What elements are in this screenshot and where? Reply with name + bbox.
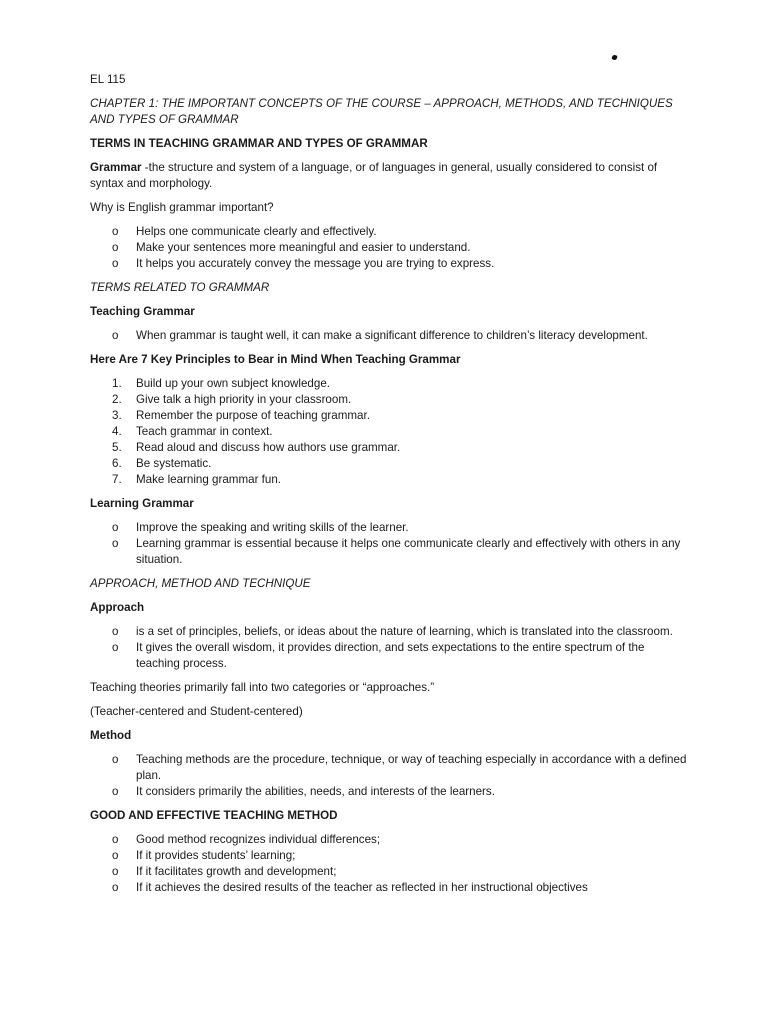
bullet-marker: o (112, 329, 119, 342)
approach-heading: Approach (90, 601, 145, 614)
method-list (90, 752, 690, 800)
bullet-marker: o (112, 641, 119, 654)
bullet-marker: o (112, 833, 119, 846)
list-item (90, 240, 690, 256)
why-question: Why is English grammar important? (90, 201, 274, 214)
theories-text: Teaching theories primarily fall into two categories or “approaches.” (90, 681, 435, 694)
grammar-term: Grammar (90, 161, 142, 174)
list-item (90, 864, 690, 880)
list-item-text: Make learning grammar fun. (136, 473, 281, 486)
bullet-marker: o (112, 881, 119, 894)
list-item-text: It helps you accurately convey the message you are trying to express. (136, 257, 495, 270)
categories-text: (Teacher-centered and Student-centered) (90, 705, 303, 718)
teaching-grammar-heading: Teaching Grammar (90, 305, 195, 318)
list-item-text: Give talk a high priority in your classroom. (136, 393, 352, 406)
list-number: 2. (112, 393, 122, 406)
bullet-marker: o (112, 785, 119, 798)
good-method-heading: GOOD AND EFFECTIVE TEACHING METHOD (90, 809, 338, 822)
list-item (90, 848, 690, 864)
list-item (90, 752, 690, 784)
list-item (90, 640, 690, 672)
list-item (90, 256, 690, 272)
list-item-text: Build up your own subject knowledge. (136, 377, 330, 390)
list-item-text: When grammar is taught well, it can make a significant difference to children’s literacy development. (136, 329, 648, 342)
approach-list (90, 624, 690, 672)
terms-related-heading: TERMS RELATED TO GRAMMAR (90, 281, 270, 294)
list-number: 5. (112, 441, 122, 454)
list-item (90, 520, 690, 536)
ink-speck (611, 54, 617, 60)
bullet-marker: o (112, 865, 119, 878)
list-item (90, 624, 690, 640)
list-item-text: Be systematic. (136, 457, 212, 470)
grammar-definition-text: -the structure and system of a language, or of languages in general, usually considered to consist of syntax and morphology. (90, 161, 658, 190)
list-item-text: Helps one communicate clearly and effectively. (136, 225, 377, 238)
good-method-list (90, 832, 690, 896)
chapter-title: CHAPTER 1: THE IMPORTANT CONCEPTS OF THE COURSE – APPROACH, METHODS, AND TECHNIQUES AND TYPES OF GRAMMAR (90, 97, 673, 126)
list-item-text: Learning grammar is essential because it helps one communicate clearly and effectively with others in any situation. (136, 537, 681, 566)
list-number: 3. (112, 409, 122, 422)
list-item-text: Teach grammar in context. (136, 425, 273, 438)
bullet-marker: o (112, 753, 119, 766)
bullet-marker: o (112, 625, 119, 638)
bullet-marker: o (112, 849, 119, 862)
list-item-text: Remember the purpose of teaching grammar. (136, 409, 370, 422)
list-item-text: Teaching methods are the procedure, technique, or way of teaching especially in accordance with a defined plan. (136, 753, 687, 782)
section-heading-terms: TERMS IN TEACHING GRAMMAR AND TYPES OF GRAMMAR (90, 137, 428, 150)
list-item (90, 440, 690, 456)
learning-grammar-list (90, 520, 690, 568)
list-item-text: Make your sentences more meaningful and easier to understand. (136, 241, 471, 254)
list-item (90, 472, 690, 488)
teaching-grammar-list (90, 328, 690, 344)
list-item (90, 784, 690, 800)
list-item-text: is a set of principles, beliefs, or ideas about the nature of learning, which is translated into the classroom. (136, 625, 673, 638)
list-item (90, 536, 690, 568)
list-item (90, 224, 690, 240)
list-item-text: It gives the overall wisdom, it provides direction, and sets expectations to the entire spectrum of the teaching process. (136, 641, 645, 670)
amt-heading: APPROACH, METHOD AND TECHNIQUE (90, 577, 311, 590)
list-item (90, 880, 690, 896)
list-item-text: If it provides students’ learning; (136, 849, 296, 862)
learning-grammar-heading: Learning Grammar (90, 497, 194, 510)
principles-heading: Here Are 7 Key Principles to Bear in Mind When Teaching Grammar (90, 353, 461, 366)
bullet-marker: o (112, 257, 119, 270)
method-heading: Method (90, 729, 132, 742)
bullet-marker: o (112, 225, 119, 238)
list-item (90, 456, 690, 472)
list-item (90, 408, 690, 424)
list-number: 7. (112, 473, 122, 486)
why-list (90, 224, 690, 272)
bullet-marker: o (112, 521, 119, 534)
list-item (90, 328, 690, 344)
grammar-definition (90, 160, 690, 192)
bullet-marker: o (112, 537, 119, 550)
list-item (90, 392, 690, 408)
list-item-text: Improve the speaking and writing skills of the learner. (136, 521, 409, 534)
list-number: 6. (112, 457, 122, 470)
list-number: 4. (112, 425, 122, 438)
list-item-text: It considers primarily the abilities, needs, and interests of the learners. (136, 785, 495, 798)
document-page (90, 72, 690, 904)
list-item-text: Good method recognizes individual differences; (136, 833, 381, 846)
list-item (90, 376, 690, 392)
list-item (90, 424, 690, 440)
list-item-text: If it achieves the desired results of the teacher as reflected in her instructional objectives (136, 881, 588, 894)
list-number: 1. (112, 377, 122, 390)
list-item-text: If it facilitates growth and development; (136, 865, 337, 878)
list-item-text: Read aloud and discuss how authors use grammar. (136, 441, 401, 454)
bullet-marker: o (112, 241, 119, 254)
principles-list (90, 376, 690, 488)
course-code: EL 115 (90, 73, 126, 86)
list-item (90, 832, 690, 848)
